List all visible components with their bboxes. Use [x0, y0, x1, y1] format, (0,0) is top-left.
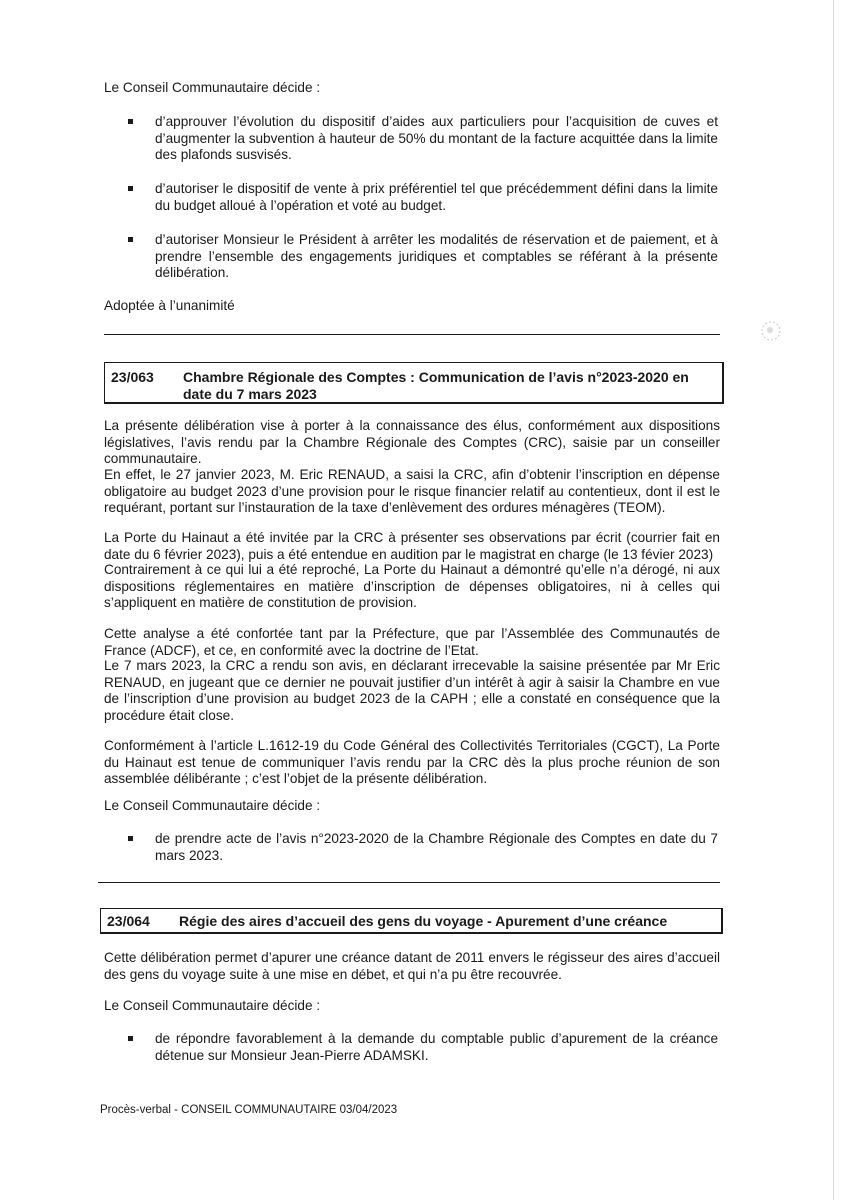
bullet-icon [128, 186, 133, 191]
deliberation-header-box [100, 908, 723, 934]
decision-intro: Le Conseil Communautaire décide : [104, 998, 321, 1013]
deliberation-title: Régie des aires d’accueil des gens du voyage - Apurement d’une créance [179, 913, 668, 929]
bullet-icon [128, 1036, 133, 1041]
deliberation-number: 23/063 [111, 369, 154, 385]
adoption-result: Adoptée à l’unanimité [104, 298, 235, 313]
decision-intro: Le Conseil Communautaire décide : [104, 80, 321, 95]
section-divider [98, 882, 720, 883]
paragraph: Cette délibération permet d’apurer une créance datant de 2011 envers le régisseur des aires d’accueil des gens du voyage suite à une mise en débet, et qui n’a pu être recouvrée. [104, 950, 720, 982]
bullet-icon [128, 119, 133, 124]
bullet-icon [128, 237, 133, 242]
bullet-icon [128, 836, 133, 841]
scan-speck-mark [758, 318, 784, 344]
section-divider [104, 334, 720, 335]
decision-intro: Le Conseil Communautaire décide : [104, 798, 321, 813]
paragraph: Conformément à l’article L.1612-19 du Code Général des Collectivités Territoriales (CGCT), La Porte du Hainaut est tenue de communiquer l’avis rendu par la CRC dès la plus proche réunion de son assemblée délibérante ; c’est l’objet de la présente délibération. [104, 738, 720, 786]
list-item-text: de répondre favorablement à la demande du comptable public d’apurement de la créance détenue sur Monsieur Jean-Pierre ADAMSKI. [155, 1031, 718, 1063]
list-item-text: d’autoriser le dispositif de vente à prix préférentiel tel que précédemment défini dans la limite du budget alloué à l’opération et voté au budget. [155, 181, 718, 213]
list-item-text: d’approuver l’évolution du dispositif d’aides aux particuliers pour l’acquisition de cuves et d’augmenter la subvention à hauteur de 50% du montant de la facture acquittée dans la limite des plafonds susvisés. [155, 114, 718, 162]
paragraph: La présente délibération vise à porter à la connaissance des élus, conformément aux dispositions législatives, l’avis rendu par la Chambre Régionale des Comptes (CRC), saisie par un conseiller communautaire. [104, 418, 720, 466]
deliberation-title: Chambre Régionale des Comptes : Communication de l’avis n°2023-2020 en date du 7 mars 2023 [183, 369, 689, 402]
paragraph: Contrairement à ce qui lui a été reproché, La Porte du Hainaut a démontré qu’elle n’a dérogé, ni aux dispositions réglementaires en matière d’inscription de dépenses obligatoires, ni à celles qui s’appliquent en matière de constitution de provision. [104, 562, 720, 610]
deliberation-number: 23/064 [107, 913, 150, 929]
deliberation-header-box [104, 362, 724, 404]
list-item-text: d’autoriser Monsieur le Président à arrêter les modalités de réservation et de paiement, et à prendre l’ensemble des engagements juridiques et comptables se référant à la présente délibération. [155, 232, 718, 280]
page-footer: Procès-verbal - CONSEIL COMMUNAUTAIRE 03/04/2023 [100, 1104, 398, 1116]
list-item-text: de prendre acte de l’avis n°2023-2020 de la Chambre Régionale des Comptes en date du 7 mars 2023. [155, 831, 718, 863]
paragraph: Le 7 mars 2023, la CRC a rendu son avis, en déclarant irrecevable la saisine présentée par Mr Eric RENAUD, en jugeant que ce dernier ne pouvait justifier d’un intérêt à agir à saisir la Chambre en vue de l’inscription d’une provision au budget 2023 de la CAPH ; elle a constaté en conséquence que la procédure était close. [104, 658, 720, 723]
paragraph: Cette analyse a été confortée tant par la Préfecture, que par l’Assemblée des Communautés de France (ADCF), et ce, en conformité avec la doctrine de l’Etat. [104, 626, 720, 658]
scan-edge-line [833, 0, 834, 1200]
paragraph: La Porte du Hainaut a été invitée par la CRC à présenter ses observations par écrit (courrier fait en date du 6 février 2023), puis a été entendue en audition par le magistrat en charge (le 13 févier 2023) [104, 530, 720, 562]
paragraph: En effet, le 27 janvier 2023, M. Eric RENAUD, a saisi la CRC, afin d’obtenir l’inscription en dépense obligatoire au budget 2023 d’une provision pour le risque financier relatif au contentieux, dont il est le requérant, portant sur l’instauration de la taxe d’enlèvement des ordures ménagères (TEOM). [104, 467, 720, 515]
